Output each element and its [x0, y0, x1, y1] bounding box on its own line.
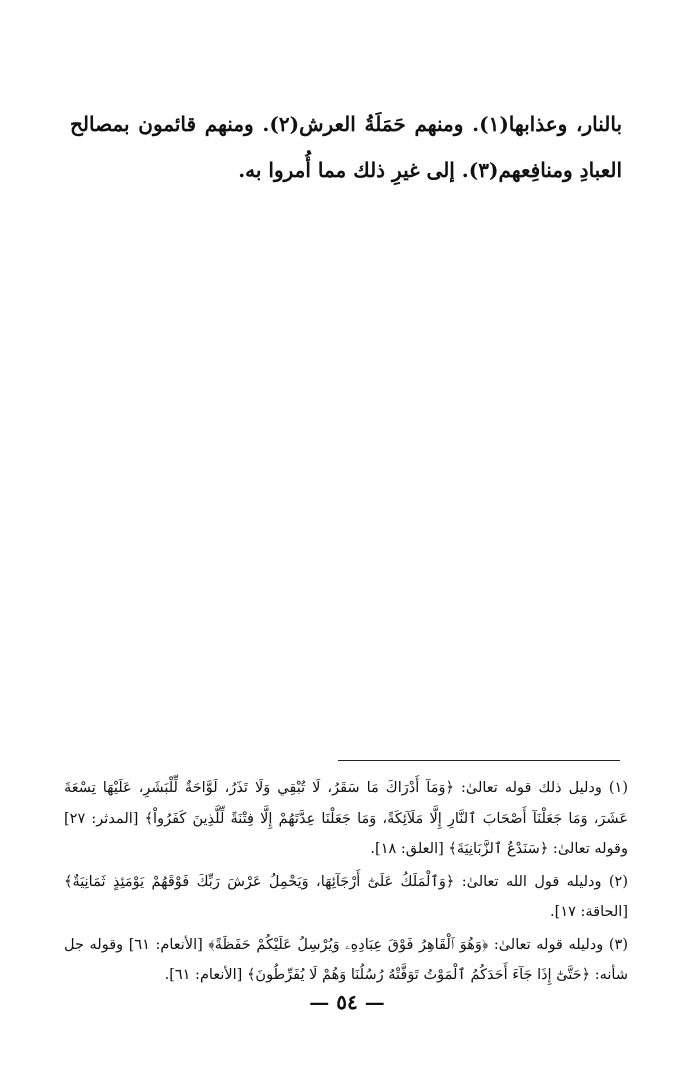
- footnote-3: [64, 930, 628, 991]
- footnote-2: [64, 867, 628, 928]
- footnotes: [64, 773, 628, 993]
- main-text-block: [70, 101, 622, 193]
- footnote-text: ودليله قول الله تعالىٰ: ﴿وَٱلْمَلَكُ عَلَىٰٓ أَرْجَآئِهَا، وَيَحْمِلُ عَرْشَ رَبِّكَ فَوْقَهُمْ يَوْمَئِذٍ ثَمَانِيَةٌ﴾ [الحاقة: ١٧].: [64, 873, 628, 920]
- footnote-marker: (١): [608, 780, 628, 796]
- footnote-1: [64, 773, 628, 865]
- footnote-marker: (٣): [608, 936, 628, 953]
- footnote-text: ودليله قوله تعالىٰ: ﴿وَهُوَ ٱلْقَاهِرُ فَوْقَ عِبَادِهِۦ وَيُرْسِلُ عَلَيْكُمْ حَفَظَةً﴾ [الأنعام: ٦١] وقوله جل شأنه: ﴿حَتَّىٰٓ إِذَا جَآءَ أَحَدَكُمُ ٱلْمَوْتُ تَوَفَّتْهُ رُسُلُنَا وَهُمْ لَا يُفَرِّطُونَ﴾ [الأنعام: ٦١].: [64, 936, 628, 983]
- footnote-marker: (٢): [608, 873, 628, 890]
- main-paragraph: بالنار، وعذابها(١). ومنهم حَمَلَةُ العرش(٢). ومنهم قائمون بمصالح العبادِ ومنافِعهم(٣). إلى غيرِ ذلك مما أُمروا به.: [70, 112, 623, 182]
- footnote-text: ودليل ذلك قوله تعالىٰ: ﴿وَمَآ أَدْرَاكَ مَا سَقَرُ، لَا تُبْقِي وَلَا تَذَرُ، لَوَّاحَةٌ لِّلْبَشَرِ، عَلَيْهَا تِسْعَةَ عَشَرَ، وَمَا جَعَلْنَآ أَصْحَابَ ٱلنَّارِ إِلَّا مَلَآئِكَةً، وَمَا جَعَلْنَا عِدَّتَهُمْ إِلَّا فِتْنَةً لِّلَّذِينَ كَفَرُواْ﴾ [المدثر: ٢٧] وقوله تعالىٰ: ﴿سَنَدْعُ ٱلزَّبَانِيَةَ﴾ [العلق: ١٨].: [64, 780, 628, 857]
- page-number: — ٥٤ —: [309, 990, 385, 1014]
- footnote-separator: [338, 760, 620, 761]
